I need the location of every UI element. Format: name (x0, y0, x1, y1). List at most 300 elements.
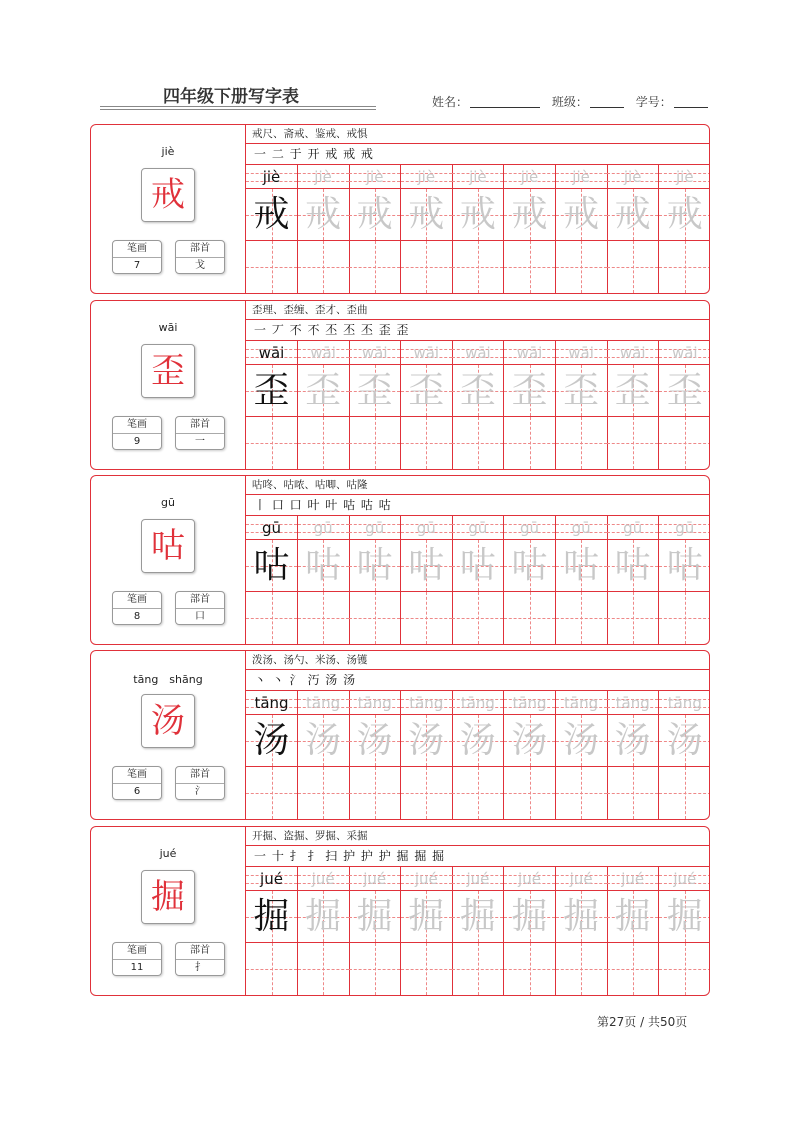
stroke-count-label: 笔画 (113, 241, 161, 258)
blank-grid[interactable] (298, 767, 349, 819)
char-info-panel (91, 651, 246, 819)
practice-pinyin: wāi (568, 344, 594, 362)
character-card (90, 826, 710, 996)
stroke-order: 一 十 扌 扌 扫 护 护 护 掘 掘 掘 (246, 846, 710, 867)
practice-cell[interactable] (298, 165, 350, 293)
blank-grid[interactable] (504, 241, 555, 293)
tian-grid (401, 189, 452, 241)
practice-cell[interactable] (504, 165, 556, 293)
char-pinyin: wāi (158, 321, 178, 334)
practice-char: 汤 (511, 720, 548, 761)
tian-grid (659, 189, 710, 241)
practice-char: 歪 (511, 370, 548, 411)
practice-cell[interactable] (401, 516, 453, 644)
practice-char: 咕 (305, 545, 342, 586)
pinyin-row (659, 516, 710, 540)
practice-pinyin: jiè (469, 168, 487, 186)
practice-panel (246, 125, 710, 293)
tian-grid (504, 189, 555, 241)
practice-pinyin: jué (466, 870, 490, 888)
tian-grid (452, 891, 503, 943)
radical-box (175, 416, 225, 450)
student-info (432, 93, 716, 110)
practice-cell[interactable] (452, 691, 504, 819)
pinyin-row (246, 867, 297, 891)
example-words: 开掘、盗掘、罗掘、采掘 (246, 827, 710, 846)
practice-char: 戒 (356, 194, 393, 235)
name-label: 姓名： (432, 95, 469, 109)
blank-grid[interactable] (246, 417, 297, 469)
tian-grid (556, 365, 607, 417)
practice-char: 汤 (563, 720, 600, 761)
practice-cell[interactable] (401, 165, 453, 293)
tian-grid (607, 540, 658, 592)
practice-cell[interactable] (607, 165, 659, 293)
pinyin-row (298, 165, 349, 189)
practice-cell[interactable] (659, 691, 710, 819)
practice-char: 歪 (356, 370, 393, 411)
tian-grid (246, 189, 297, 241)
practice-pinyin: jiè (623, 168, 642, 186)
practice-char: 掘 (614, 896, 651, 937)
tian-grid (504, 540, 555, 592)
pinyin-row (659, 691, 710, 715)
pinyin-row (401, 867, 452, 891)
radical-value: 戈 (195, 260, 205, 271)
stroke-count-value: 8 (133, 611, 141, 622)
practice-cell[interactable] (504, 516, 556, 644)
practice-cell[interactable] (659, 516, 710, 644)
tian-grid (659, 715, 710, 767)
blank-grid[interactable] (607, 417, 658, 469)
pinyin-row (349, 516, 400, 540)
tian-grid (349, 189, 400, 241)
blank-grid[interactable] (607, 767, 658, 819)
blank-grid[interactable] (452, 417, 503, 469)
stroke-count-box (112, 416, 162, 450)
tian-grid (298, 540, 349, 592)
stroke-count-box (112, 240, 162, 274)
blank-grid[interactable] (452, 241, 503, 293)
practice-pinyin: gū (468, 519, 488, 537)
practice-pinyin: tāng (357, 694, 392, 712)
practice-pinyin: jué (363, 870, 387, 888)
radical-value: 口 (195, 611, 205, 622)
blank-grid[interactable] (556, 417, 607, 469)
practice-char: 掘 (666, 896, 703, 937)
practice-pinyin: tāng (306, 694, 341, 712)
practice-pinyin: jiè (417, 168, 436, 186)
pinyin-row (504, 516, 555, 540)
pinyin-row (659, 867, 710, 891)
pinyin-row (246, 341, 297, 365)
tian-grid (452, 365, 503, 417)
blank-grid[interactable] (504, 417, 555, 469)
radical-box (175, 591, 225, 625)
radical-value: 氵 (195, 786, 205, 797)
blank-grid[interactable] (607, 592, 658, 644)
tian-grid (556, 715, 607, 767)
pinyin-row (607, 165, 658, 189)
pinyin-row (349, 165, 400, 189)
practice-pinyin: wāi (361, 344, 388, 362)
tian-grid (298, 891, 349, 943)
practice-pinyin: jué (311, 870, 335, 888)
practice-char: 戒 (563, 194, 600, 235)
practice-cell[interactable] (298, 867, 350, 995)
pinyin-row (607, 341, 658, 365)
blank-grid[interactable] (298, 417, 349, 469)
practice-grid (246, 341, 710, 469)
practice-cell[interactable] (556, 165, 608, 293)
pinyin-row (659, 165, 710, 189)
example-words: 戒尺、斋戒、鉴戒、戒惧 (246, 125, 710, 144)
practice-grid (246, 867, 710, 995)
stroke-count-box (112, 591, 162, 625)
blank-grid[interactable] (298, 592, 349, 644)
radical-label: 部首 (176, 417, 224, 434)
blank-grid[interactable] (401, 767, 452, 819)
blank-grid[interactable] (659, 767, 710, 819)
practice-char: 戒 (511, 194, 548, 235)
blank-grid[interactable] (504, 943, 555, 995)
practice-cell[interactable] (349, 516, 401, 644)
practice-cell[interactable] (607, 691, 659, 819)
practice-char: 戒 (459, 194, 496, 235)
practice-char: 歪 (408, 370, 445, 411)
stroke-count-value: 9 (133, 436, 141, 447)
practice-cell[interactable] (246, 867, 298, 995)
practice-panel (246, 651, 710, 819)
practice-pinyin: gū (261, 519, 282, 537)
practice-char: 戒 (253, 194, 290, 235)
practice-char: 掘 (511, 896, 548, 937)
stroke-order: 一 二 于 开 戒 戒 戒 (246, 144, 710, 165)
blank-grid[interactable] (298, 241, 349, 293)
blank-grid[interactable] (349, 592, 400, 644)
practice-cell[interactable] (607, 867, 659, 995)
pinyin-row (556, 341, 607, 365)
practice-panel (246, 301, 710, 469)
pinyin-row (246, 516, 297, 540)
blank-grid[interactable] (401, 592, 452, 644)
char-info-panel (91, 125, 246, 293)
practice-pinyin: jiè (262, 168, 281, 186)
practice-char: 咕 (563, 545, 600, 586)
char-pinyin: jiè (161, 145, 175, 158)
practice-cell[interactable] (556, 516, 608, 644)
practice-cell[interactable] (504, 341, 556, 469)
practice-pinyin: gū (623, 519, 643, 537)
practice-cell[interactable] (556, 691, 608, 819)
blank-grid[interactable] (607, 943, 658, 995)
pinyin-row (298, 867, 349, 891)
practice-pinyin: gū (519, 519, 540, 537)
practice-cell[interactable] (401, 341, 453, 469)
character-card (90, 124, 710, 294)
tian-grid (659, 891, 710, 943)
practice-cell[interactable] (556, 341, 608, 469)
pinyin-row (504, 691, 555, 715)
tian-grid (401, 891, 452, 943)
tian-grid (504, 365, 555, 417)
practice-char: 歪 (563, 370, 600, 411)
practice-panel (246, 476, 710, 644)
practice-char: 咕 (666, 545, 703, 586)
tian-grid (349, 891, 400, 943)
pinyin-row (298, 341, 349, 365)
practice-char: 汤 (305, 720, 342, 761)
practice-pinyin: jiè (365, 168, 384, 186)
practice-cell[interactable] (452, 165, 504, 293)
practice-cell[interactable] (246, 341, 298, 469)
blank-grid[interactable] (504, 767, 555, 819)
pinyin-row (298, 691, 349, 715)
blank-grid[interactable] (659, 417, 710, 469)
character-card (90, 650, 710, 820)
practice-char: 汤 (356, 720, 393, 761)
pinyin-row (607, 867, 658, 891)
practice-cell[interactable] (504, 867, 556, 995)
pinyin-row (401, 165, 452, 189)
practice-cell[interactable] (659, 341, 710, 469)
tian-grid (401, 365, 452, 417)
practice-cell[interactable] (349, 691, 401, 819)
pinyin-row (401, 516, 452, 540)
pinyin-row (607, 691, 658, 715)
practice-pinyin: jué (518, 870, 541, 888)
radical-box (175, 766, 225, 800)
blank-grid[interactable] (659, 592, 710, 644)
practice-char: 掘 (459, 896, 496, 937)
practice-char: 咕 (511, 545, 548, 586)
stroke-count-label: 笔画 (113, 592, 161, 609)
tian-grid (246, 365, 297, 417)
name-field[interactable] (470, 95, 540, 108)
radical-box (175, 942, 225, 976)
tian-grid (504, 715, 555, 767)
blank-grid[interactable] (349, 943, 400, 995)
practice-char: 咕 (614, 545, 651, 586)
id-field[interactable] (674, 95, 708, 108)
tian-grid (452, 189, 503, 241)
practice-cell[interactable] (298, 516, 350, 644)
blank-grid[interactable] (556, 943, 607, 995)
practice-pinyin: wāi (671, 344, 698, 362)
practice-pinyin: tāng (460, 694, 495, 712)
title-underline (100, 106, 376, 107)
character-card (90, 475, 710, 645)
pinyin-row (556, 165, 607, 189)
blank-grid[interactable] (659, 241, 710, 293)
practice-char: 戒 (614, 194, 651, 235)
practice-char: 汤 (253, 720, 290, 761)
tian-grid (298, 189, 349, 241)
pinyin-row (452, 341, 503, 365)
practice-char: 咕 (408, 545, 445, 586)
char-display: 歪 (141, 344, 195, 398)
practice-char: 戒 (305, 194, 342, 235)
practice-char: 汤 (408, 720, 445, 761)
practice-pinyin: tāng (615, 694, 650, 712)
tian-grid (607, 189, 658, 241)
pinyin-row (452, 691, 503, 715)
practice-cell[interactable] (556, 867, 608, 995)
pinyin-row (349, 691, 400, 715)
blank-grid[interactable] (452, 943, 503, 995)
tian-grid (349, 540, 400, 592)
char-info-panel (91, 476, 246, 644)
practice-cell[interactable] (349, 165, 401, 293)
practice-cell[interactable] (452, 341, 504, 469)
tian-grid (556, 189, 607, 241)
practice-char: 咕 (459, 545, 496, 586)
practice-pinyin: jiè (676, 168, 694, 186)
practice-cell[interactable] (504, 691, 556, 819)
stroke-count-label: 笔画 (113, 767, 161, 784)
page-title: 四年级下册写字表 (163, 87, 299, 107)
pinyin-row (298, 516, 349, 540)
char-display: 戒 (141, 168, 195, 222)
pinyin-row (349, 341, 400, 365)
blank-grid[interactable] (556, 767, 607, 819)
practice-grid (246, 691, 710, 819)
practice-char: 歪 (305, 370, 342, 411)
stroke-count-box (112, 942, 162, 976)
practice-char: 掘 (563, 896, 600, 937)
practice-cell[interactable] (401, 867, 453, 995)
practice-char: 歪 (459, 370, 496, 411)
practice-pinyin: tāng (667, 694, 702, 712)
practice-pinyin: wāi (258, 344, 285, 362)
stroke-count-label: 笔画 (113, 943, 161, 960)
char-display: 汤 (141, 694, 195, 748)
practice-pinyin: jiè (314, 168, 332, 186)
practice-cell[interactable] (607, 516, 659, 644)
char-info-panel (91, 301, 246, 469)
practice-char: 掘 (305, 896, 342, 937)
blank-grid[interactable] (349, 241, 400, 293)
practice-pinyin: gū (571, 519, 591, 537)
practice-pinyin: gū (313, 519, 333, 537)
page-number: 第27页 / 共50页 (597, 1015, 688, 1029)
practice-char: 掘 (408, 896, 445, 937)
stroke-order: 一 丆 不 不 丕 丕 丕 歪 歪 (246, 320, 710, 341)
radical-value: 扌 (195, 962, 205, 973)
blank-grid[interactable] (659, 943, 710, 995)
practice-char: 歪 (666, 370, 703, 411)
practice-char: 歪 (253, 370, 290, 411)
pinyin-row (659, 341, 710, 365)
practice-cell[interactable] (659, 867, 710, 995)
stroke-count-box (112, 766, 162, 800)
practice-cell[interactable] (607, 341, 659, 469)
radical-label: 部首 (176, 767, 224, 784)
char-display: 咕 (141, 519, 195, 573)
practice-pinyin: tāng (512, 694, 547, 712)
example-words: 咕咚、咕哝、咕唧、咕隆 (246, 476, 710, 495)
practice-grid (246, 165, 710, 293)
practice-pinyin: gū (675, 519, 695, 537)
char-display: 掘 (141, 870, 195, 924)
tian-grid (607, 715, 658, 767)
pinyin-row (504, 341, 555, 365)
practice-cell[interactable] (401, 691, 453, 819)
practice-cell[interactable] (349, 341, 401, 469)
practice-cell[interactable] (246, 691, 298, 819)
blank-grid[interactable] (556, 592, 607, 644)
blank-grid[interactable] (246, 592, 297, 644)
practice-cell[interactable] (659, 165, 710, 293)
practice-char: 汤 (459, 720, 496, 761)
practice-pinyin: jué (260, 870, 283, 888)
blank-grid[interactable] (298, 943, 349, 995)
practice-pinyin: wāi (310, 344, 336, 362)
blank-grid[interactable] (401, 241, 452, 293)
blank-grid[interactable] (246, 943, 297, 995)
blank-grid[interactable] (452, 767, 503, 819)
practice-char: 歪 (614, 370, 651, 411)
practice-cell[interactable] (452, 867, 504, 995)
practice-char: 戒 (666, 194, 703, 235)
practice-pinyin: wāi (465, 344, 491, 362)
pinyin-row (452, 867, 503, 891)
practice-panel (246, 827, 710, 995)
blank-grid[interactable] (401, 943, 452, 995)
practice-cell[interactable] (298, 341, 350, 469)
practice-cell[interactable] (349, 867, 401, 995)
blank-grid[interactable] (246, 767, 297, 819)
blank-grid[interactable] (246, 241, 297, 293)
blank-grid[interactable] (401, 417, 452, 469)
blank-grid[interactable] (607, 241, 658, 293)
tian-grid (349, 365, 400, 417)
title-underline-2 (100, 109, 376, 110)
practice-cell[interactable] (452, 516, 504, 644)
stroke-order: 丶 丶 氵 汅 汤 汤 (246, 670, 710, 691)
class-field[interactable] (590, 95, 624, 108)
blank-grid[interactable] (349, 767, 400, 819)
example-words: 歪理、歪缠、歪才、歪曲 (246, 301, 710, 320)
char-info-panel (91, 827, 246, 995)
practice-cell[interactable] (246, 165, 298, 293)
id-label: 学号： (635, 95, 672, 109)
blank-grid[interactable] (504, 592, 555, 644)
blank-grid[interactable] (556, 241, 607, 293)
practice-pinyin: gū (416, 519, 436, 537)
char-pinyin: tāng shāng (133, 673, 203, 686)
practice-char: 掘 (253, 896, 290, 937)
tian-grid (556, 540, 607, 592)
pinyin-row (504, 165, 555, 189)
tian-grid (349, 715, 400, 767)
pinyin-row (349, 867, 400, 891)
practice-pinyin: jué (673, 870, 697, 888)
practice-pinyin: jiè (520, 168, 539, 186)
radical-label: 部首 (176, 943, 224, 960)
pinyin-row (452, 165, 503, 189)
practice-char: 咕 (356, 545, 393, 586)
blank-grid[interactable] (452, 592, 503, 644)
practice-pinyin: jué (414, 870, 438, 888)
practice-char: 咕 (253, 545, 290, 586)
blank-grid[interactable] (349, 417, 400, 469)
radical-box (175, 240, 225, 274)
practice-char: 戒 (408, 194, 445, 235)
practice-cell[interactable] (246, 516, 298, 644)
practice-cell[interactable] (298, 691, 350, 819)
radical-value: 一 (195, 436, 205, 447)
